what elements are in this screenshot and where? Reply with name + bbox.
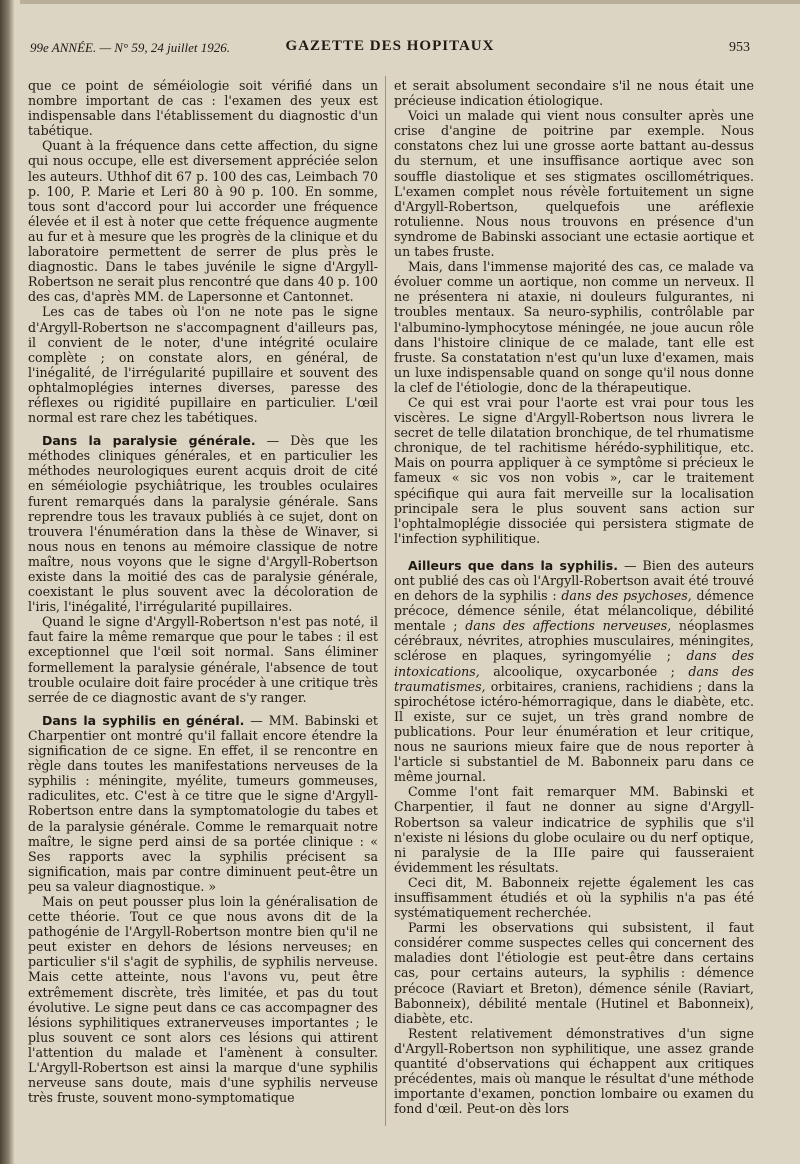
binding-gutter	[0, 0, 14, 1164]
italic-phrase: dans des intoxications,	[394, 648, 754, 679]
italic-phrase: dans des traumatismes,	[394, 663, 754, 694]
top-edge	[20, 0, 800, 4]
paragraph: Quand le signe d'Argyll-Robertson n'est pas noté, il faut faire la même remarque que pour le tabes : il est exceptionnel que l'œil soit normal. Sans éliminer formellement la paralysie générale, l'absence de tout trouble oculaire doit faire procéder à une critique très serrée de ce diagnostic avant de s'y ranger.	[28, 614, 378, 705]
left-column	[28, 78, 378, 1105]
paragraph: Quant à la fréquence dans cette affection, du signe qui nous occupe, elle est diversement appréciée selon les auteurs. Uthhof dit 67 p. 100 des cas, Leimbach 70 p. 100, P. Marie et Leri 80 à 90 p. 100. En somme, tous sont d'accord pour lui accorder une fréquence élevée et il est à noter que cette fréquence augmente au fur et à mesure que les progrès de la clinique et du laboratoire permettent de serrer de plus près le diagnostic. Dans le tabes juvénile le signe d'Argyll-Robertson ne serait plus rencontré que dans 40 p. 100 des cas, d'après MM. de Lapersonne et Cantonnet.	[28, 138, 378, 305]
paragraph: Comme l'ont fait remarquer MM. Babinski et Charpentier, il faut ne donner au signe d'Argyll-Robertson sa valeur indicatrice de syphilis que s'il n'existe ni lésions du globe oculaire ou du nerf optique, ni paralysie de la IIIe paire qui fausseraient évidemment les résultats.	[394, 784, 754, 875]
section-heading: Dans la syphilis en général.	[42, 712, 245, 728]
section-general-paralysis	[28, 433, 378, 614]
page-header	[30, 38, 750, 60]
page-number: 953	[729, 40, 750, 55]
paragraph: que ce point de séméiologie soit vérifié dans un nombre important de cas : l'examen des yeux est indispensable dans l'établissement du diagnostic d'un tabétique.	[28, 78, 378, 139]
paragraph: Ce qui est vrai pour l'aorte est vrai pour tous les viscères. Le signe d'Argyll-Robertson nous livrera le secret de telle dilatation bronchique, de tel rhumatisme chronique, de tel rachitisme hérédo-syphilitique, etc. Mais on pourra appliquer à ce symptôme si précieux le fameux « sic vos non vobis », car le traitement spécifique qui aura fait merveille sur la localisation principale sera le plus souvent sans action sur l'ophtalmoplégie dissociée qui persistera stigmate de l'infection syphilitique.	[394, 394, 754, 546]
right-column	[394, 78, 754, 1116]
column-rule	[385, 76, 386, 1126]
journal-title: GAZETTE DES HOPITAUX	[285, 38, 495, 54]
section-syphilis-general	[28, 713, 378, 894]
section-text: — Dès que les méthodes cliniques générales, et en particulier les méthodes neurologiques eurent acquis droit de cité en séméiologie psychiâtrique, les troubles oculaires furent remarqués dans la paralysie générale. Sans reprendre tous les travaux publiés à ce sujet, dont on trouvera l'énumération dans la thèse de Winaver, si nous nous en tenons au mémoire classique de notre maître, nous voyons que le signe d'Argyll-Robertson existe dans la moitié des cas de paralysie générale, coexistant le plus souvent avec la décoloration de l'iris, l'inégalité, l'irrégularité pupillaires.	[28, 433, 378, 615]
paragraph: Voici un malade qui vient nous consulter après une crise d'angine de poitrine par exemple. Nous constatons chez lui une grosse aorte battant au-dessus du sternum, et une insuffisance aortique avec son souffle diastolique et ses stigmates oscillométriques. L'examen complet nous révèle fortuitement un signe d'Argyll-Robertson, quelquefois une aréflexie rotulienne. Nous nous trouvons en présence d'un syndrome de Babinski associant une ectasie aortique et un tabes fruste.	[394, 108, 754, 260]
section-heading: Ailleurs que dans la syphilis.	[408, 557, 618, 573]
italic-phrase: dans des affections nerveuses,	[465, 618, 672, 634]
section-text: démence précoce, démence sénile, état mélancolique, débilité mentale ;	[394, 588, 754, 634]
section-text: orbitaires, craniens, rachidiens ; dans la spirochétose ictéro-hémorragique, dans le diabète, etc. Il existe, sur ce sujet, un très grand nombre de publications. Pour leur énumération et leur critique, nous ne saurions mieux faire que de nous reporter à l'article si substantiel de M. Babonneix paru dans ce même journal.	[394, 678, 754, 785]
paragraph: Mais on peut pousser plus loin la généralisation de cette théorie. Tout ce que nous avons dit de la pathogénie de l'Argyll-Robertson montre bien qu'il ne peut exister en dehors de lésions nerveuses; en particulier s'il s'agit de syphilis, de syphilis nerveuse. Mais cette atteinte, nous l'avons vu, peut être extrêmement discrète, très limitée, et pas du tout évolutive. Le signe peut dans ce cas accompagner des lésions syphilitiques extranerveuses importantes ; le plus souvent ce sont alors ces lésions qui attirent l'attention du malade et l'amènent à consulter. L'Argyll-Robertson est ainsi la marque d'une syphilis nerveuse sans doute, mais d'une syphilis nerveuse très fruste, souvent mono-symptomatique	[28, 893, 378, 1106]
paragraph: et serait absolument secondaire s'il ne nous était une précieuse indication étiologique.	[394, 78, 754, 109]
paragraph: Restent relativement démonstratives d'un signe d'Argyll-Robertson non syphilitique, une assez grande quantité d'observations qui échappent aux critiques précédentes, mais où manque le résultat d'une méthode importante d'examen, ponction lombaire ou examen du fond d'œil. Peut-on dès lors	[394, 1025, 754, 1117]
section-text: — Bien des auteurs ont publié des cas où l'Argyll-Robertson avait été trouvé en dehors de la syphilis :	[394, 557, 754, 604]
paragraph: Parmi les observations qui subsistent, il faut considérer comme suspectes celles qui concernent des maladies dont l'étiologie est peut-être dans certains cas, pour certains auteurs, la syphilis : démence précoce (Raviart et Breton), démence sénile (Raviart, Babonneix), débilité mentale (Hutinel et Babonneix), diabète, etc.	[394, 920, 754, 1026]
issue-line: 99e ANNÉE. — N° 59, 24 juillet 1926.	[30, 40, 230, 55]
italic-phrase: dans des psychoses,	[561, 588, 692, 604]
section-text: néoplasmes cérébraux, névrites, atrophies musculaires, méningites, sclérose en plaques, syringomyélie ;	[394, 618, 754, 664]
section-heading: Dans la paralysie générale.	[42, 433, 256, 449]
paragraph: Mais, dans l'immense majorité des cas, ce malade va évoluer comme un aortique, non comme un nerveux. Il ne présentera ni ataxie, ni douleurs fulgurantes, ni troubles mentaux. Sa neuro-syphilis, contrôlable par l'albumino-lymphocytose méningée, ne joue aucun rôle dans l'histoire clinique de ce malade, tant elle est fruste. Sa constatation n'est qu'un luxe d'examen, mais un luxe indispensable quand on songe qu'il nous donne la clef de l'étiologie, donc de la thérapeutique.	[394, 259, 754, 395]
paragraph: Les cas de tabes où l'on ne note pas le signe d'Argyll-Robertson ne s'accompagnent d'ailleurs pas, il convient de le noter, d'une intégrité oculaire complète ; on constate alors, en général, de l'inégalité, de l'irrégularité pupillaire et souvent des ophtalmoplégies internes diverses, paresse des réflexes ou rigidité pupillaire en particulier. L'œil normal est rare chez les tabétiques.	[28, 304, 378, 426]
paragraph: Ceci dit, M. Babonneix rejette également les cas insuffisamment étudiés et où la syphilis n'a pas été systématiquement recherchée.	[394, 874, 754, 921]
section-outside-syphilis	[394, 558, 754, 784]
section-text: alcoolique, oxycarbonée ;	[479, 663, 689, 679]
section-text: — MM. Babinski et Charpentier ont montré qu'il fallait encore étendre la signification de ce signe. En effet, il se rencontre en règle dans toutes les manifestations nerveuses de la syphilis : méningite, myélite, tumeurs gommeuses, radiculites, etc. C'est à ce titre que le signe d'Argyll-Robertson entre dans la symptomatologie du tabes et de la paralysie générale. Comme le remarquait notre maître, le signe perd ainsi de sa portée clinique : « Ses rapports avec la syphilis précisent sa signification, mais par contre diminuent peut-être un peu sa valeur diagnostique. »	[28, 712, 378, 894]
